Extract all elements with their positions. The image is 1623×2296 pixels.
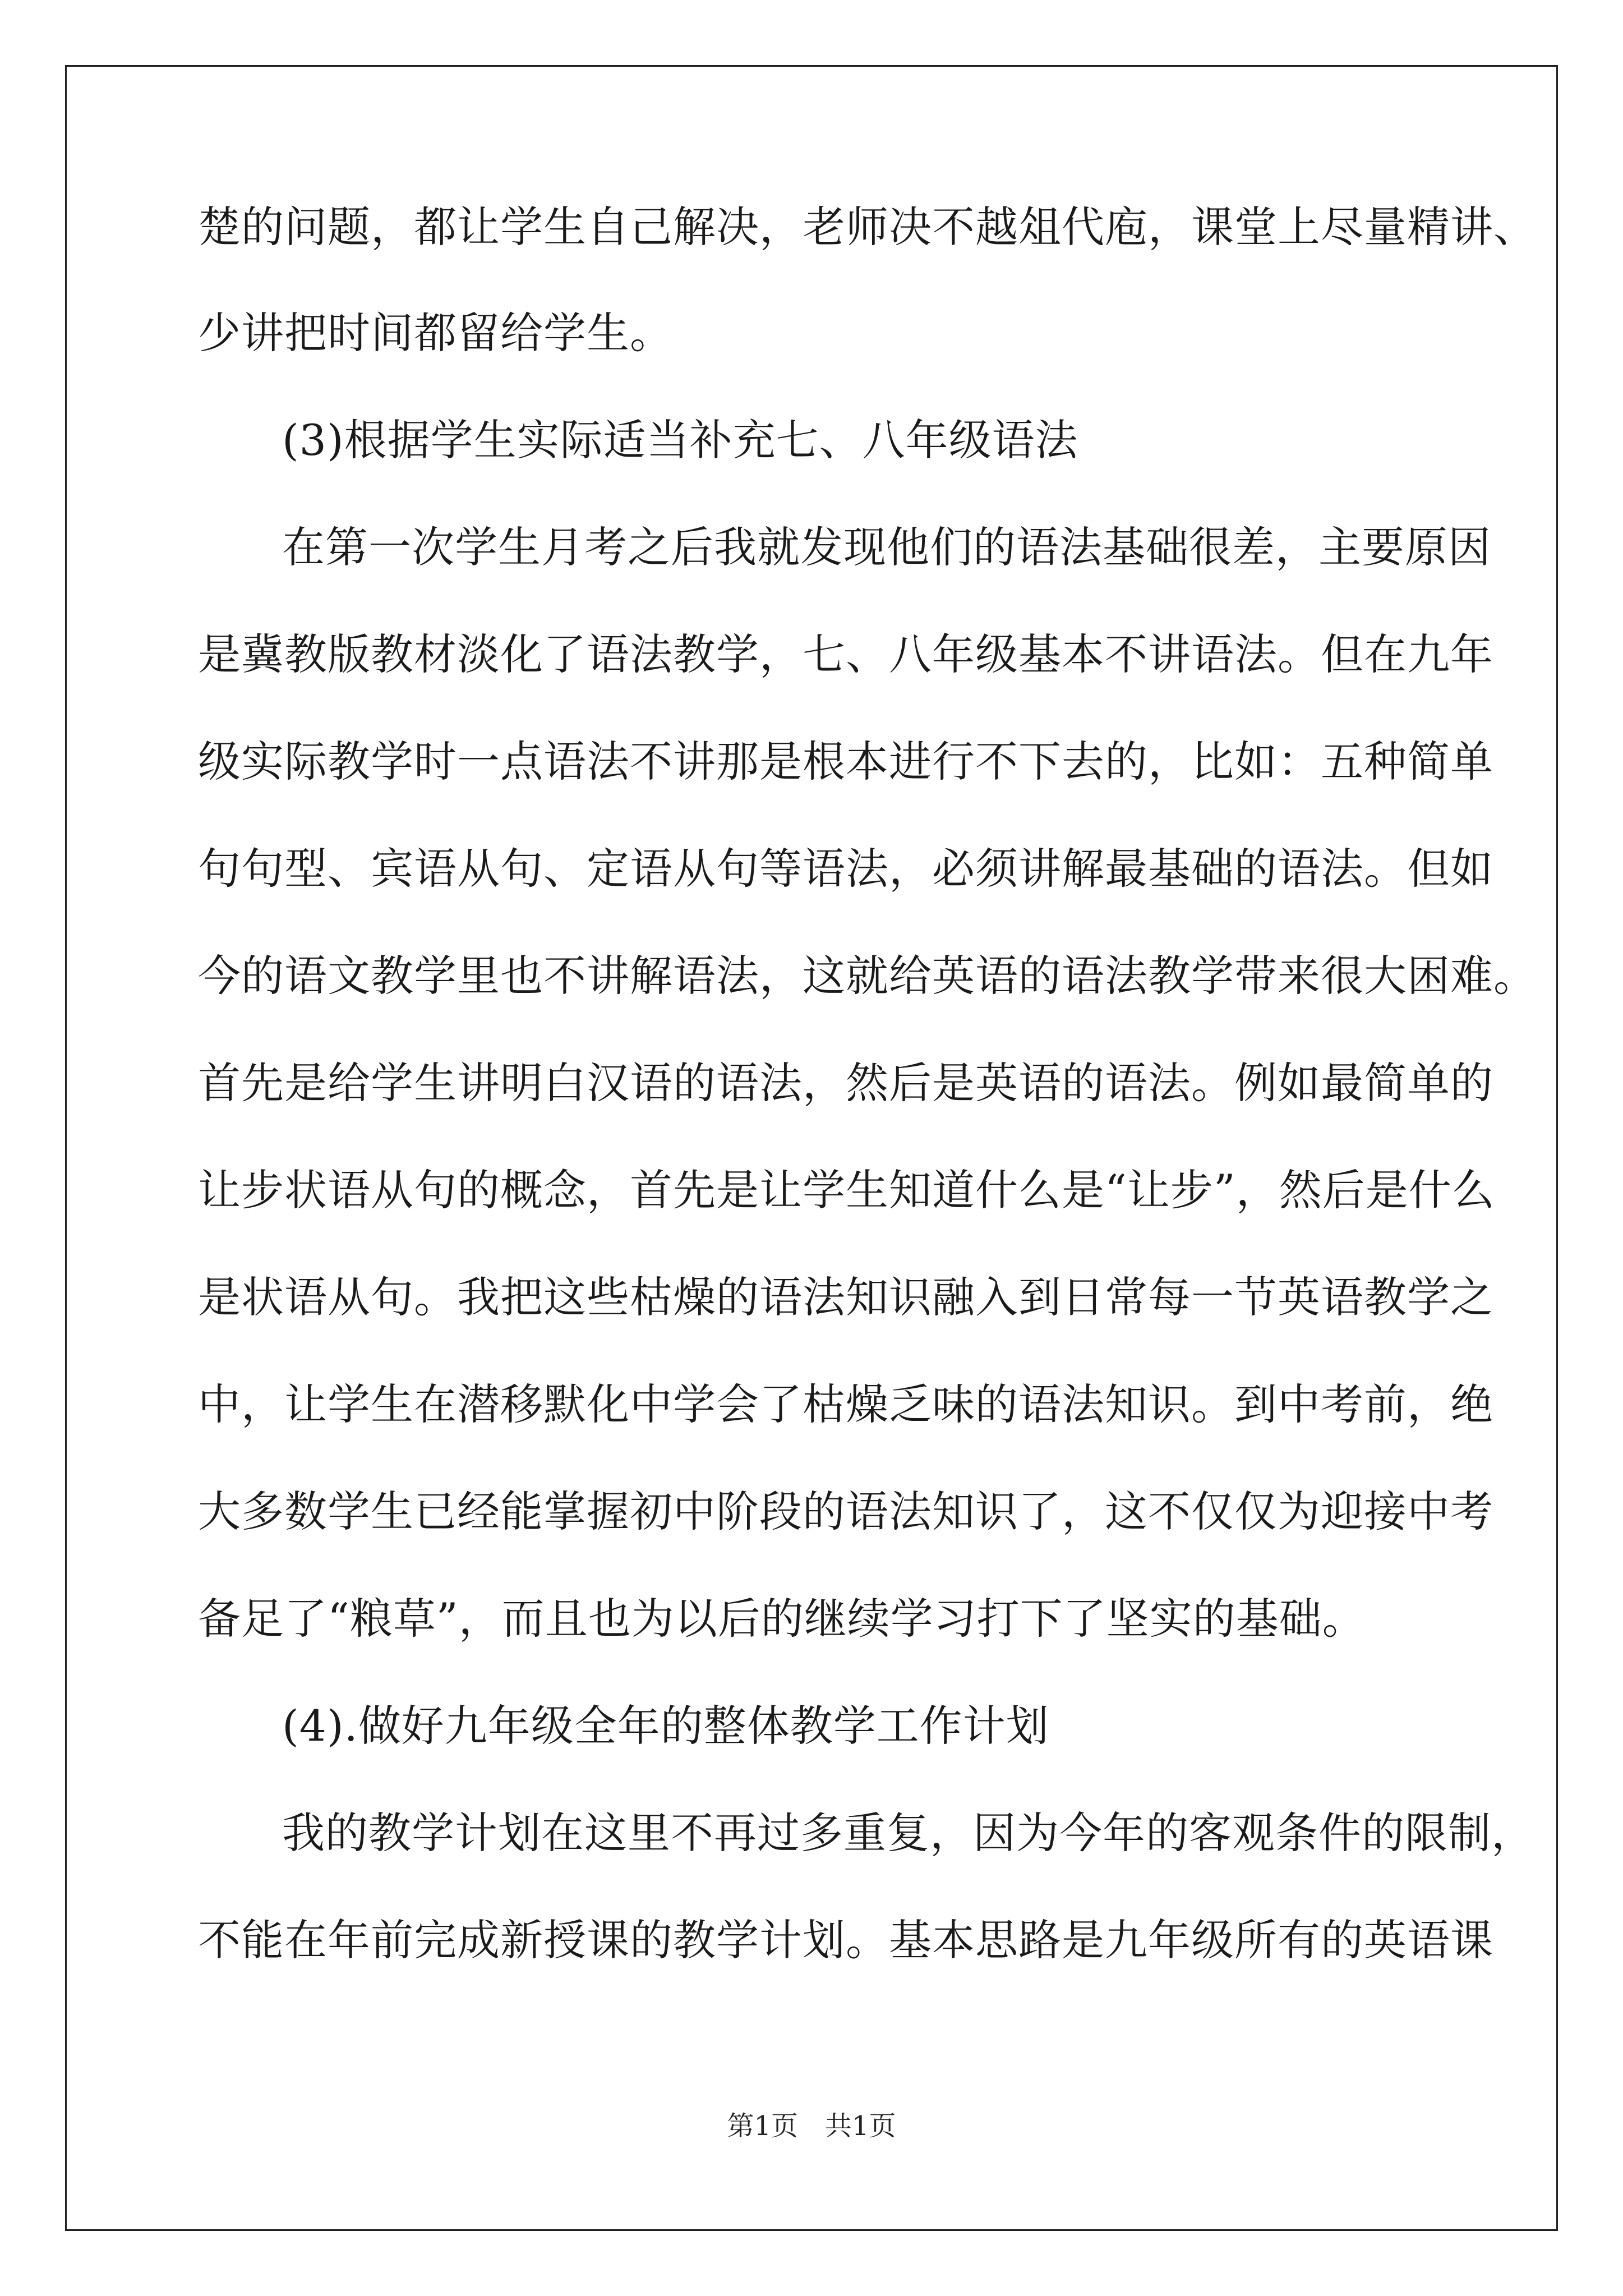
text-line: 不能在年前完成新授课的教学计划。基本思路是九年级所有的英语课 [198, 1915, 1493, 1965]
text-line: 是状语从句。我把这些枯燥的语法知识融入到日常每一节英语教学之 [198, 1272, 1493, 1322]
page-border [65, 65, 1558, 2231]
text-line: 我的教学计划在这里不再过多重复，因为今年的客观条件的限制， [282, 1808, 1534, 1858]
text-line: 是冀教版教材淡化了语法教学，七、八年级基本不讲语法。但在九年 [198, 629, 1493, 679]
text-line: 今的语文教学里也不讲解语法，这就给英语的语法教学带来很大困难。 [198, 951, 1537, 1001]
text-line: 在第一次学生月考之后我就发现他们的语法基础很差，主要原因 [282, 522, 1491, 572]
text-line: 首先是给学生讲明白汉语的语法，然后是英语的语法。例如最简单的 [198, 1058, 1493, 1108]
text-line: 备足了“粮草”，而且也为以后的继续学习打下了坚实的基础。 [198, 1594, 1366, 1644]
text-line: 让步状语从句的概念，首先是让学生知道什么是“让步”，然后是什么 [198, 1165, 1495, 1215]
text-line: 中，让学生在潜移默化中学会了枯燥乏味的语法知识。到中考前，绝 [198, 1379, 1493, 1429]
text-line: 级实际教学时一点语法不讲那是根本进行不下去的，比如：五种简单 [198, 737, 1493, 786]
text-line: 句句型、宾语从句、定语从句等语法，必须讲解最基础的语法。但如 [198, 844, 1493, 894]
page-number-footer: 第1页 共1页 [727, 2110, 896, 2142]
text-line: 楚的问题，都让学生自己解决，老师决不越俎代庖，课堂上尽量精讲、 [198, 202, 1537, 252]
section-heading: (4).做好九年级全年的整体教学工作计划 [282, 1701, 1049, 1751]
text-line: 大多数学生已经能掌握初中阶段的语法知识了，这不仅仅为迎接中考 [198, 1487, 1493, 1536]
text-line: 少讲把时间都留给学生。 [198, 308, 673, 358]
section-heading: (3)根据学生实际适当补充七、八年级语法 [282, 415, 1078, 465]
